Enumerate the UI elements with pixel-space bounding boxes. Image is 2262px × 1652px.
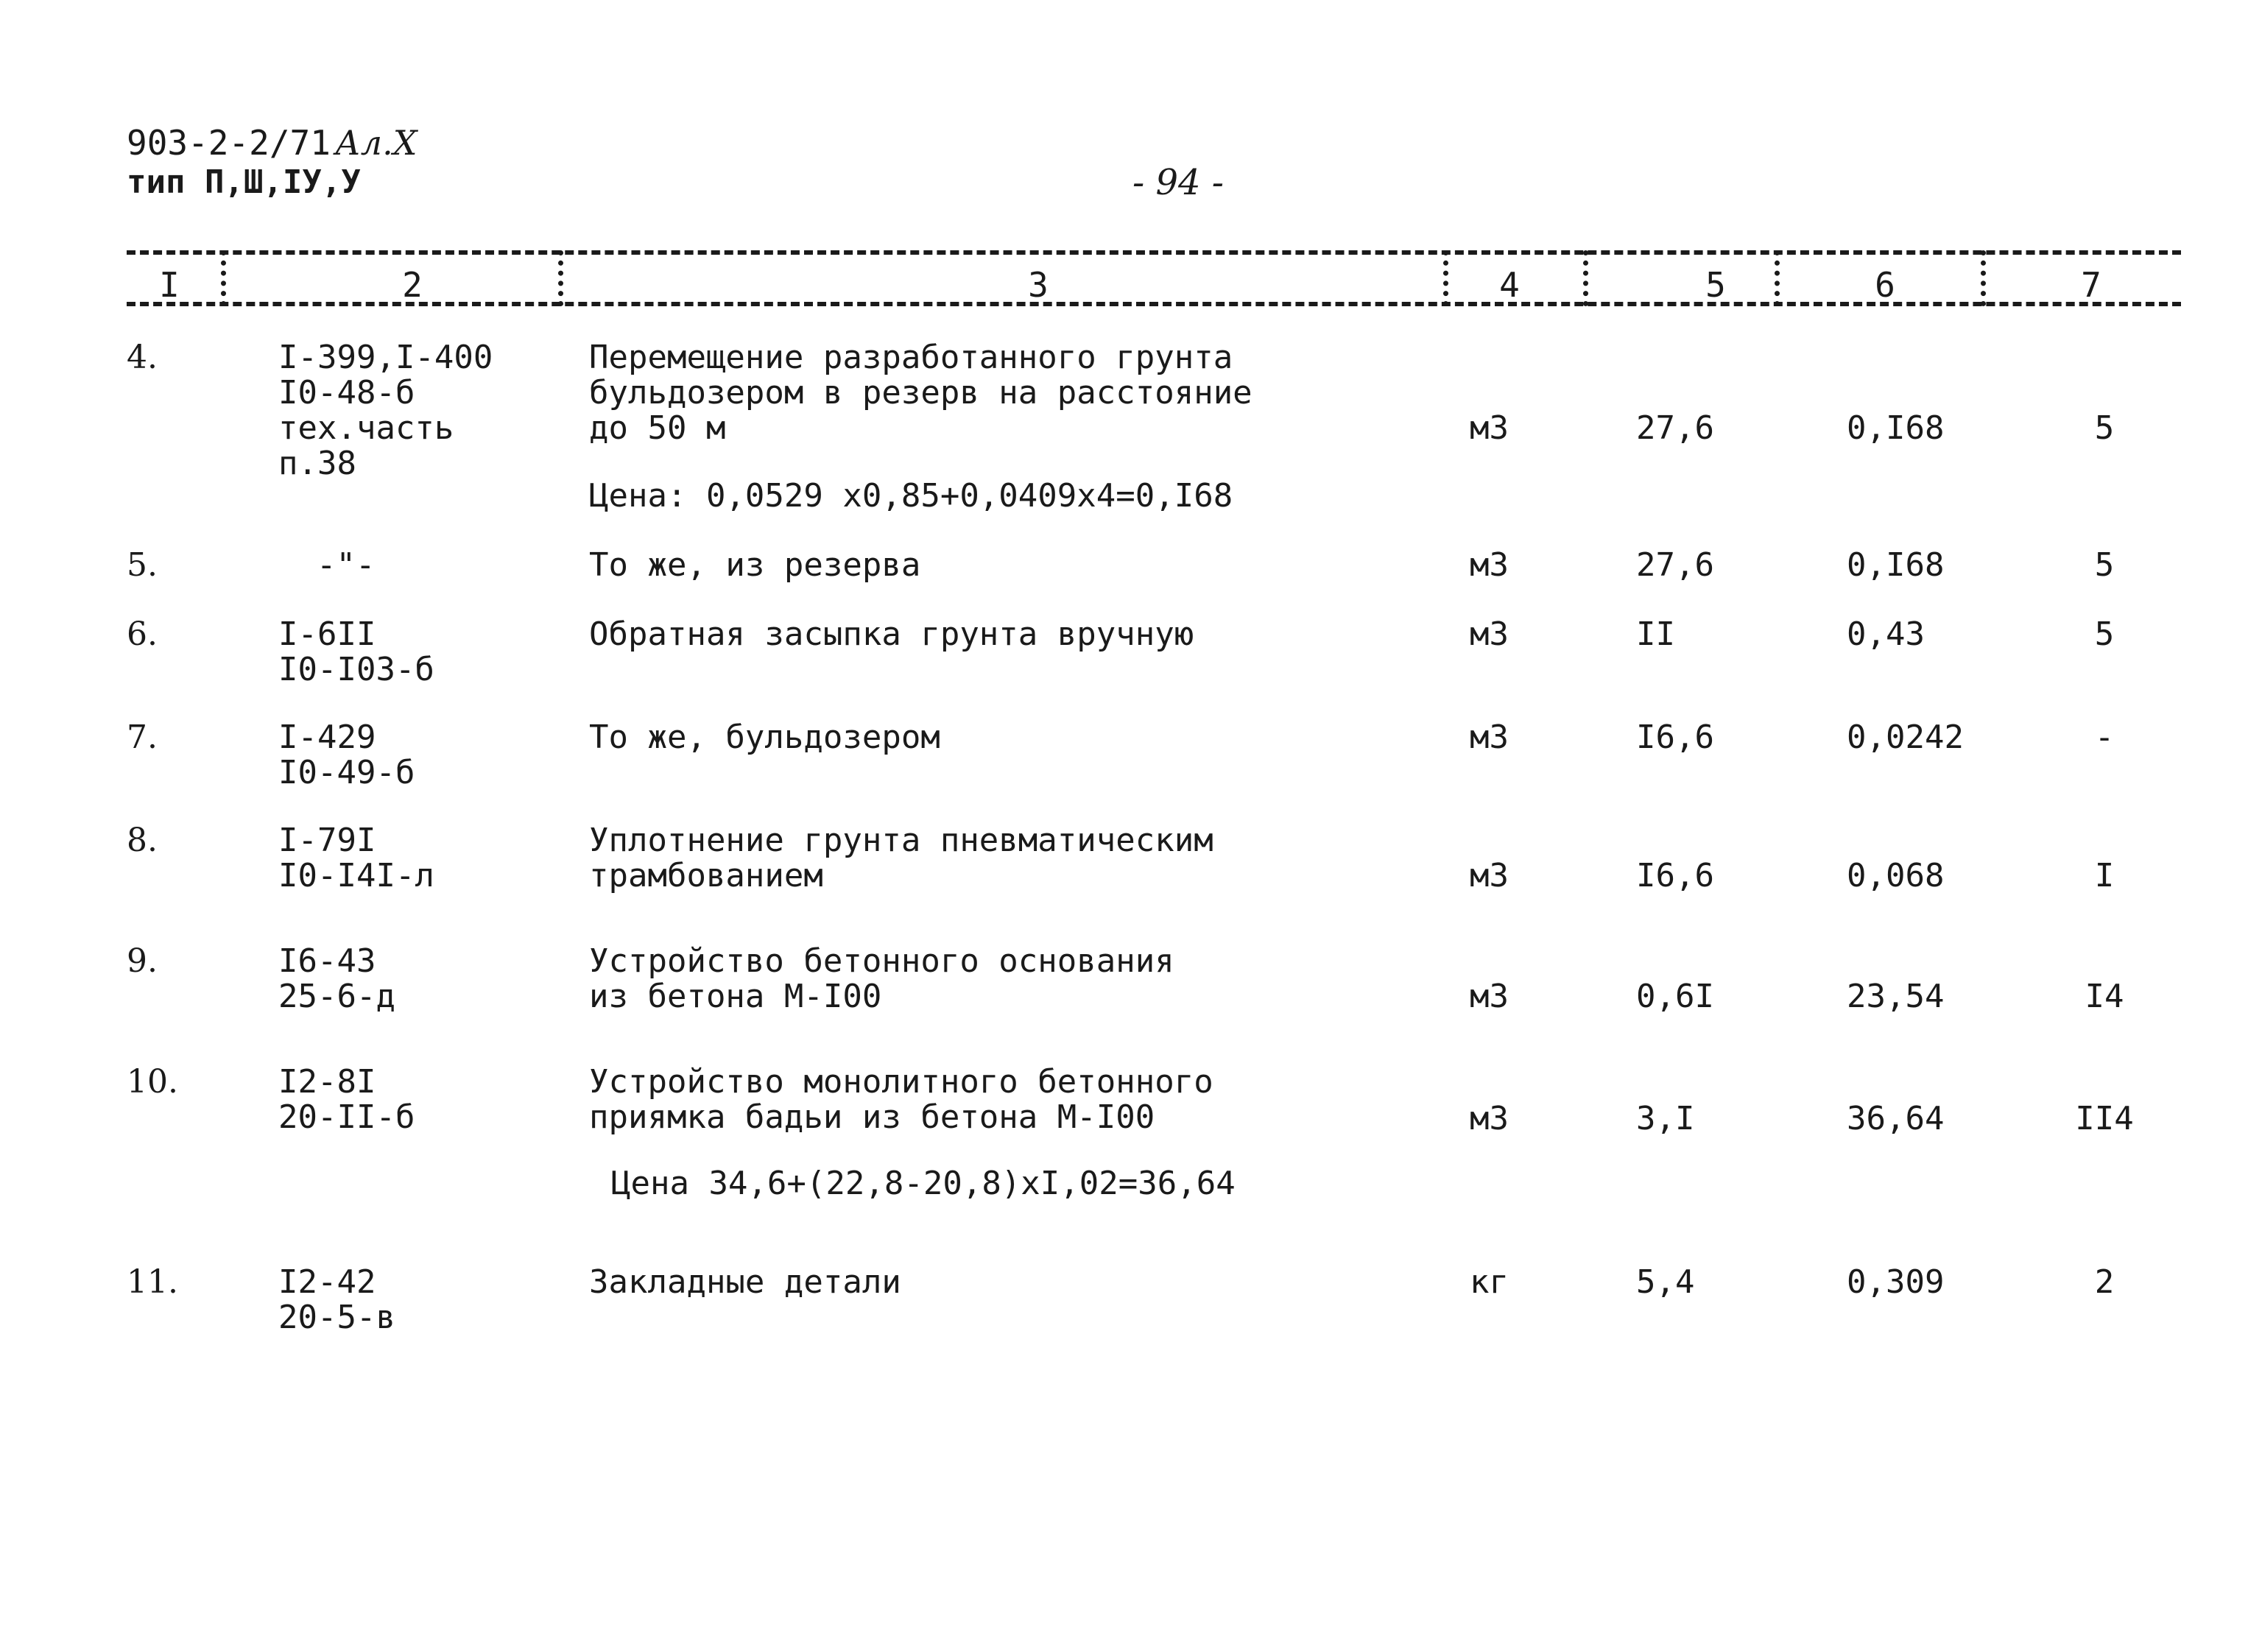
- row-number: 11.: [127, 1263, 178, 1301]
- row-description: [589, 548, 920, 583]
- row-total: 5: [2094, 546, 2115, 584]
- column-separator: [1443, 250, 1448, 306]
- description-line: Обратная засыпка грунта вручную: [589, 615, 1194, 653]
- row-description: [589, 944, 1174, 1014]
- row-number: 9.: [127, 942, 158, 980]
- code-line: п.38: [278, 445, 356, 482]
- row-number: 6.: [127, 615, 158, 653]
- row-unit: м3: [1470, 1100, 1509, 1137]
- description-line: Закладные детали: [589, 1263, 901, 1301]
- price-note: Цена 34,6+(22,8-20,8)хI,02=36,64: [611, 1165, 1236, 1202]
- row-code: [317, 548, 375, 583]
- row-code: [278, 823, 434, 894]
- row-total: II4: [2075, 1100, 2134, 1137]
- row-quantity: II: [1636, 615, 1675, 653]
- row-code: [278, 944, 395, 1014]
- row-quantity: I6,6: [1636, 719, 1714, 756]
- code-line: I2-8I: [278, 1063, 376, 1101]
- column-separator: [558, 250, 563, 306]
- row-unit: м3: [1470, 546, 1509, 584]
- row-code: [278, 1065, 415, 1135]
- row-total: 5: [2094, 409, 2115, 447]
- row-description: [589, 823, 1213, 894]
- row-unit-price: 0,0242: [1847, 719, 1964, 756]
- row-description: [589, 720, 940, 755]
- column-separator: [221, 250, 226, 306]
- code-line: I0-I4I-л: [278, 857, 434, 894]
- row-quantity: 5,4: [1636, 1263, 1695, 1301]
- row-unit: м3: [1470, 978, 1509, 1015]
- row-number: 7.: [127, 719, 158, 756]
- row-unit: м3: [1470, 615, 1509, 653]
- code-line: I-429: [278, 719, 376, 756]
- header-rule-top: [127, 250, 2181, 255]
- column-separator: [1981, 250, 1986, 306]
- row-quantity: 3,I: [1636, 1100, 1695, 1137]
- row-unit: м3: [1470, 409, 1509, 447]
- row-quantity: I6,6: [1636, 857, 1714, 894]
- code-line: I0-48-б: [278, 374, 415, 412]
- description-line: приямка бадьи из бетона М-I00: [589, 1098, 1155, 1136]
- row-total: I: [2094, 857, 2115, 894]
- row-unit: м3: [1470, 719, 1509, 756]
- column-header-3: 3: [1028, 265, 1049, 305]
- row-quantity: 0,6I: [1636, 978, 1714, 1015]
- description-line: Уплотнение грунта пневматическим: [589, 822, 1213, 859]
- row-unit-price: 0,068: [1847, 857, 1945, 894]
- column-header-6: 6: [1875, 265, 1895, 305]
- row-description: [589, 1265, 901, 1300]
- row-code: [278, 340, 493, 481]
- column-header-2: 2: [402, 265, 423, 305]
- row-number: 10.: [127, 1063, 178, 1101]
- code-line: I2-42: [278, 1263, 376, 1301]
- description-line: Устройство бетонного основания: [589, 942, 1174, 980]
- row-quantity: 27,6: [1636, 409, 1714, 447]
- code-line: I0-49-б: [278, 754, 415, 791]
- code-line: I0-I03-б: [278, 651, 434, 688]
- row-unit: кг: [1470, 1263, 1509, 1301]
- row-number: 4.: [127, 339, 158, 376]
- document-code: [127, 124, 417, 162]
- code-line: 20-II-б: [278, 1098, 415, 1136]
- row-total: -: [2094, 719, 2115, 756]
- row-unit-price: 0,43: [1847, 615, 1925, 653]
- description-line: до 50 м: [589, 409, 726, 447]
- row-code: [278, 1265, 395, 1335]
- description-line: То же, из резерва: [589, 546, 921, 584]
- column-header-7: 7: [2081, 265, 2101, 305]
- column-separator: [1775, 250, 1780, 306]
- row-total: I4: [2085, 978, 2124, 1015]
- row-unit: м3: [1470, 857, 1509, 894]
- code-line: I-6II: [278, 615, 376, 653]
- row-quantity: 27,6: [1636, 546, 1714, 584]
- row-unit-price: 0,309: [1847, 1263, 1945, 1301]
- row-description: [589, 340, 1252, 446]
- code-line: I6-43: [278, 942, 376, 980]
- document-code-number: 903-2-2/71: [127, 123, 331, 163]
- code-line: I-399,I-400: [278, 339, 493, 376]
- code-line: тех.часть: [278, 409, 454, 447]
- description-line: из бетона М-I00: [589, 978, 882, 1015]
- row-unit-price: 0,I68: [1847, 409, 1945, 447]
- row-description: [589, 617, 1194, 652]
- page-number: - 94 -: [1132, 162, 1225, 203]
- description-line: То же, бульдозером: [589, 719, 940, 756]
- row-total: 5: [2094, 615, 2115, 653]
- price-note: Цена: 0,0529 х0,85+0,0409х4=0,I68: [589, 477, 1233, 515]
- description-line: Перемещение разработанного грунта: [589, 339, 1233, 376]
- column-header-1: I: [159, 265, 180, 305]
- column-separator: [1583, 250, 1588, 306]
- row-total: 2: [2094, 1263, 2115, 1301]
- description-line: Устройство монолитного бетонного: [589, 1063, 1213, 1101]
- code-line: 20-5-в: [278, 1299, 395, 1336]
- sheet-mark: Ал.Х: [334, 123, 417, 163]
- description-line: трамбованием: [589, 857, 823, 894]
- row-code: [278, 720, 415, 791]
- code-line: I-79I: [278, 822, 376, 859]
- column-header-4: 4: [1499, 265, 1520, 305]
- column-header-5: 5: [1705, 265, 1726, 305]
- document-type: тип П,Ш,IУ,У: [127, 163, 361, 201]
- row-description: [589, 1065, 1213, 1135]
- code-line: 25-6-д: [278, 978, 395, 1015]
- row-number: 5.: [127, 546, 158, 584]
- row-unit-price: 36,64: [1847, 1100, 1945, 1137]
- code-line: -"-: [317, 546, 376, 584]
- row-unit-price: 0,I68: [1847, 546, 1945, 584]
- row-unit-price: 23,54: [1847, 978, 1945, 1015]
- row-code: [278, 617, 434, 688]
- row-number: 8.: [127, 822, 158, 859]
- description-line: бульдозером в резерв на расстояние: [589, 374, 1252, 412]
